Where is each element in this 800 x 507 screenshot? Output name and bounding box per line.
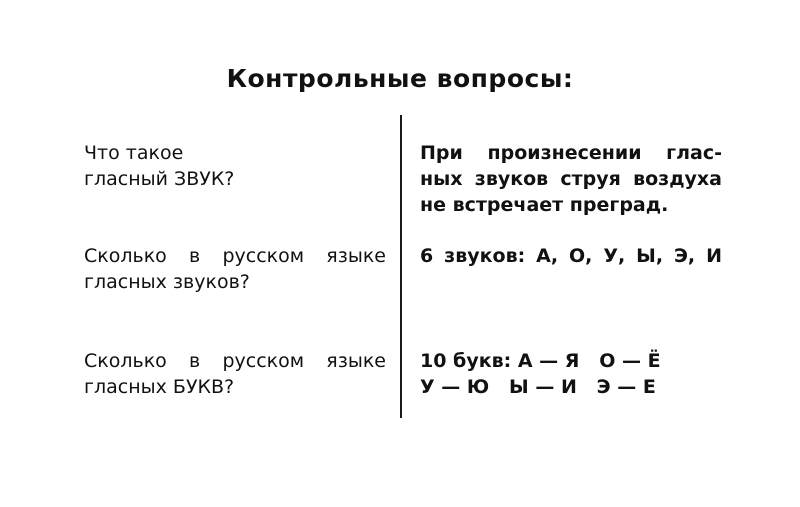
answer-3-line-1: 10 букв: А — Я О — Ё <box>420 350 661 372</box>
question-1-line-2: гласный ЗВУК? <box>84 168 235 190</box>
question-1 <box>84 140 386 192</box>
column-divider <box>400 115 402 418</box>
answer-1-line-1: При произнесении глас- <box>420 142 722 164</box>
question-2-line-1: Сколько в русском языке <box>84 245 386 267</box>
question-3-line-2: гласных БУКВ? <box>84 376 235 398</box>
page-title: Контрольные вопросы: <box>226 64 574 93</box>
answer-3-line-2: У — Ю Ы — И Э — Е <box>420 376 656 398</box>
question-3 <box>84 348 386 400</box>
question-2-line-2: гласных звуков? <box>84 271 250 293</box>
answer-1-line-2: ных звуков струя воздуха <box>420 168 722 190</box>
question-2 <box>84 243 386 295</box>
answer-2-line-1: 6 звуков: А, О, У, Ы, Э, И <box>420 245 722 267</box>
answer-3 <box>420 348 700 400</box>
question-1-line-1: Что такое <box>84 142 184 164</box>
answer-1 <box>420 140 722 218</box>
answer-1-line-3: не встречает преград. <box>420 194 669 216</box>
question-3-line-1: Сколько в русском языке <box>84 350 386 372</box>
answer-2 <box>420 243 722 269</box>
